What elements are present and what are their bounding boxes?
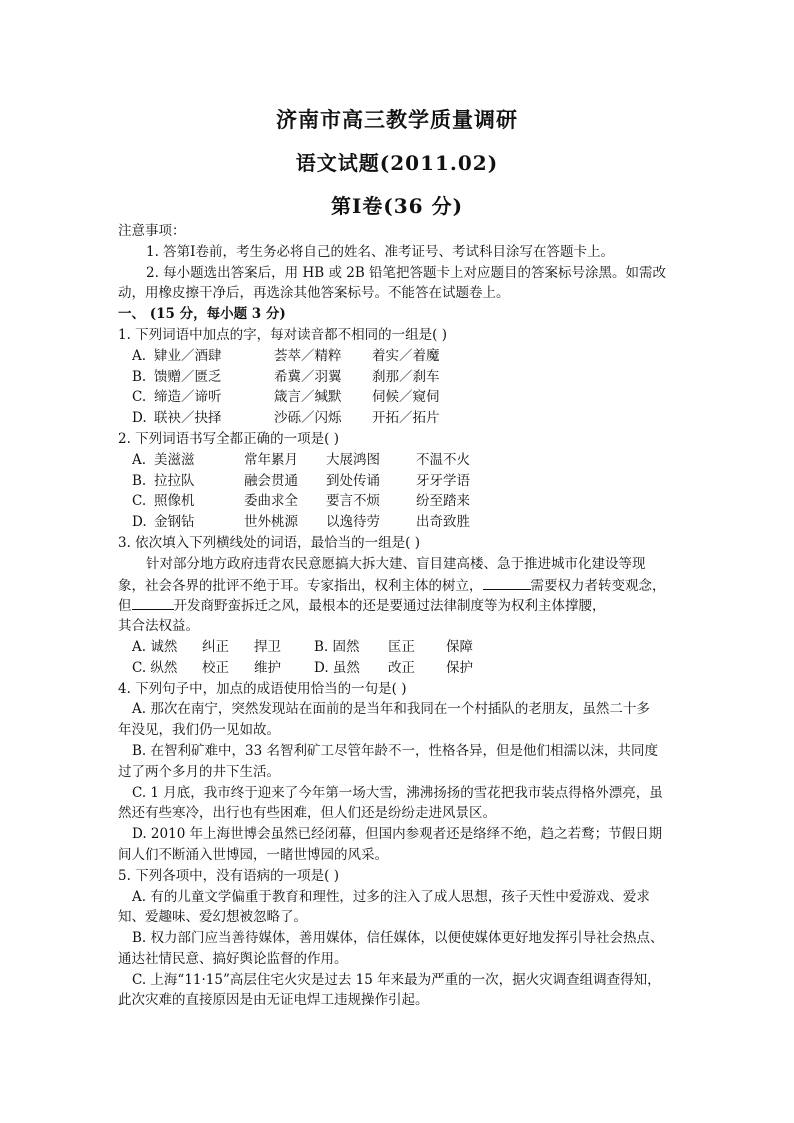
- word: 常年累月: [244, 451, 298, 468]
- word: 不温不火: [416, 451, 470, 468]
- question-2-option-d: [118, 512, 680, 533]
- question-4-option-b-line-2: 过了两个多月的井下生活。: [118, 763, 280, 780]
- word: 世外桃源: [244, 514, 298, 531]
- question-4-option-d-line-2: 间人们不断涌入世博园，一睹世博园的风采。: [118, 846, 388, 863]
- volume-heading: 第Ⅰ卷(36 分): [330, 194, 464, 218]
- notice-item-2-line-2: 动，用橡皮擦干净后，再选涂其他答案标号。不能答在试题卷上。: [118, 285, 510, 302]
- option-text: A. 诚然: [132, 638, 178, 655]
- option-text: 匡正: [388, 638, 415, 655]
- question-5-option-a-line-1: A. 有的儿童文学偏重于教育和理性，过多的注入了成人思想，孩子天性中爱游戏、爱求: [132, 888, 650, 905]
- question-2-stem: 2. 下列词语书写全都正确的一项是( ): [118, 430, 339, 447]
- word: 大展鸿图: [326, 451, 380, 468]
- notice-item-2-line-1: 2. 每小题选出答案后，用 HB 或 2B 铅笔把答题卡上对应题目的答案标号涂黑。如需改: [146, 264, 667, 281]
- passage-text: 需要权力者转变观念，: [530, 577, 666, 594]
- option-letter: A.: [132, 347, 147, 364]
- question-3-passage-line-3: [118, 595, 680, 616]
- question-4-option-a-line-1: A. 那次在南宁，突然发现站在面前的是当年和我同在一个村插队的老朋友，虽然二十多: [132, 701, 650, 718]
- word: 金钢钻: [154, 514, 195, 531]
- question-5-option-b-line-1: B. 权力部门应当善待媒体，善用媒体，信任媒体，以便使媒体更好地发挥引导社会热点、: [132, 930, 664, 947]
- fill-blank-2: [132, 595, 174, 610]
- question-4-option-c-line-1: C. 1 月底，我市终于迎来了今年第一场大雪，沸沸扬扬的雪花把我市装点得格外漂亮，虽: [132, 784, 663, 801]
- question-5-option-b-line-2: 通达社情民意、搞好舆论监督的作用。: [118, 950, 348, 967]
- word: 牙牙学语: [416, 472, 470, 489]
- word: 纷至踏来: [416, 493, 470, 510]
- exam-body: [118, 221, 680, 1011]
- word-pair: 刹那／刹车: [372, 368, 440, 385]
- word-pair: 馈赠／匮乏: [154, 368, 222, 385]
- question-4-option-b-line-1: B. 在智利矿难中，33 名智利矿工尽管年龄不一，性格各异，但是他们相濡以沫，共同度: [132, 742, 658, 759]
- question-1-option-d: [118, 408, 680, 429]
- question-1-option-b: [118, 367, 680, 388]
- word: 到处传诵: [326, 472, 380, 489]
- word-pair: 开拓／拓片: [372, 410, 440, 427]
- question-3-passage-line-4: 其合法权益。: [118, 618, 199, 635]
- word-pair: 箴言／缄默: [274, 389, 342, 406]
- question-2-option-b: [118, 471, 680, 492]
- question-2-option-a: [118, 450, 680, 471]
- question-4-stem: 4. 下列句子中，加点的成语使用恰当的一句是( ): [118, 680, 407, 697]
- word-pair: 着实／着魔: [372, 347, 440, 364]
- option-text: C. 纵然: [132, 659, 178, 676]
- exam-subtitle: 语文试题(2011.02): [295, 151, 499, 175]
- word: 要言不烦: [326, 493, 380, 510]
- question-1-option-a: [118, 346, 680, 367]
- question-4-option-d-line-1: D. 2010 年上海世博会虽然已经闭幕，但国内参观者还是络绎不绝，趋之若鹜；节假日期: [132, 826, 663, 843]
- option-text: 捍卫: [254, 638, 281, 655]
- word: 拉拉队: [154, 472, 195, 489]
- word-pair: 肄业／酒肆: [154, 347, 222, 364]
- question-3-passage-line-2: [118, 575, 680, 596]
- option-text: B. 固然: [314, 638, 360, 655]
- word-pair: 联袂／抉择: [154, 410, 222, 427]
- word: 融会贯通: [244, 472, 298, 489]
- option-letter: B.: [132, 472, 147, 489]
- question-1-option-c: [118, 387, 680, 408]
- option-text: 维护: [254, 659, 281, 676]
- notice-item-1: 1. 答第Ⅰ卷前，考生务必将自己的姓名、准考证号、考试科目涂写在答题卡上。: [146, 243, 615, 260]
- passage-text: 但: [118, 598, 132, 615]
- option-text: 保障: [446, 638, 473, 655]
- word-pair: 缔造／谛听: [154, 389, 222, 406]
- option-letter: B.: [132, 368, 147, 385]
- option-text: 保护: [446, 659, 473, 676]
- option-text: 校正: [202, 659, 229, 676]
- question-3-passage-line-1: 针对部分地方政府违背农民意愿搞大拆大建、盲目建高楼、急于推进城市化建设等现: [146, 555, 646, 572]
- question-1-stem: 1. 下列词语中加点的字，每对读音都不相同的一组是( ): [118, 326, 447, 343]
- word: 照像机: [154, 493, 195, 510]
- question-4-option-a-line-2: 年没见，我们仍一见如故。: [118, 722, 280, 739]
- passage-text: 象，社会各界的批评不绝于耳。专家指出，权利主体的树立，: [118, 577, 483, 594]
- question-4-option-c-line-2: 然还有些寒冷，出行也有些困难，但人们还是纷纷走进风景区。: [118, 805, 496, 822]
- option-letter: D.: [132, 410, 147, 427]
- question-5-stem: 5. 下列各项中，没有语病的一项是( ): [118, 867, 339, 884]
- option-letter: D.: [132, 514, 147, 531]
- word-pair: 希冀／羽翼: [274, 368, 342, 385]
- question-5-option-c-line-1: C. 上海“11·15”高层住宅火灾是过去 15 年来最为严重的一次，据火灾调查组调查得知，: [132, 971, 661, 988]
- option-letter: C.: [132, 389, 147, 406]
- question-3-stem: 3. 依次填入下列横线处的词语，最恰当的一组是( ): [118, 534, 420, 551]
- word-pair: 沙砾／闪烁: [274, 410, 342, 427]
- section-heading: 一、 (15 分，每小题 3 分): [118, 306, 286, 323]
- notice-label: 注意事项：: [118, 223, 186, 239]
- question-5-option-a-line-2: 知、爱趣味、爱幻想被忽略了。: [118, 909, 307, 926]
- option-text: D. 虽然: [314, 659, 360, 676]
- question-3-options-cd: [118, 658, 680, 679]
- option-text: 纠正: [202, 638, 229, 655]
- question-2-option-c: [118, 491, 680, 512]
- option-letter: A.: [132, 451, 147, 468]
- word: 委曲求全: [244, 493, 298, 510]
- fill-blank-1: [483, 575, 531, 590]
- word: 出奇致胜: [416, 514, 470, 531]
- option-text: 改正: [388, 659, 415, 676]
- question-3-options-ab: [118, 637, 680, 658]
- word: 美滋滋: [154, 451, 195, 468]
- option-letter: C.: [132, 493, 147, 510]
- word-pair: 荟萃／精粹: [274, 347, 342, 364]
- question-5-option-c-line-2: 此次灾难的直接原因是由无证电焊工违规操作引起。: [118, 992, 429, 1009]
- exam-title: 济南市高三教学质量调研: [276, 107, 518, 132]
- word-pair: 伺候／窥伺: [372, 389, 440, 406]
- passage-text: 开发商野蛮拆迁之风，最根本的还是要通过法律制度等为权利主体撑腰，: [173, 598, 606, 615]
- word: 以逸待劳: [326, 514, 380, 531]
